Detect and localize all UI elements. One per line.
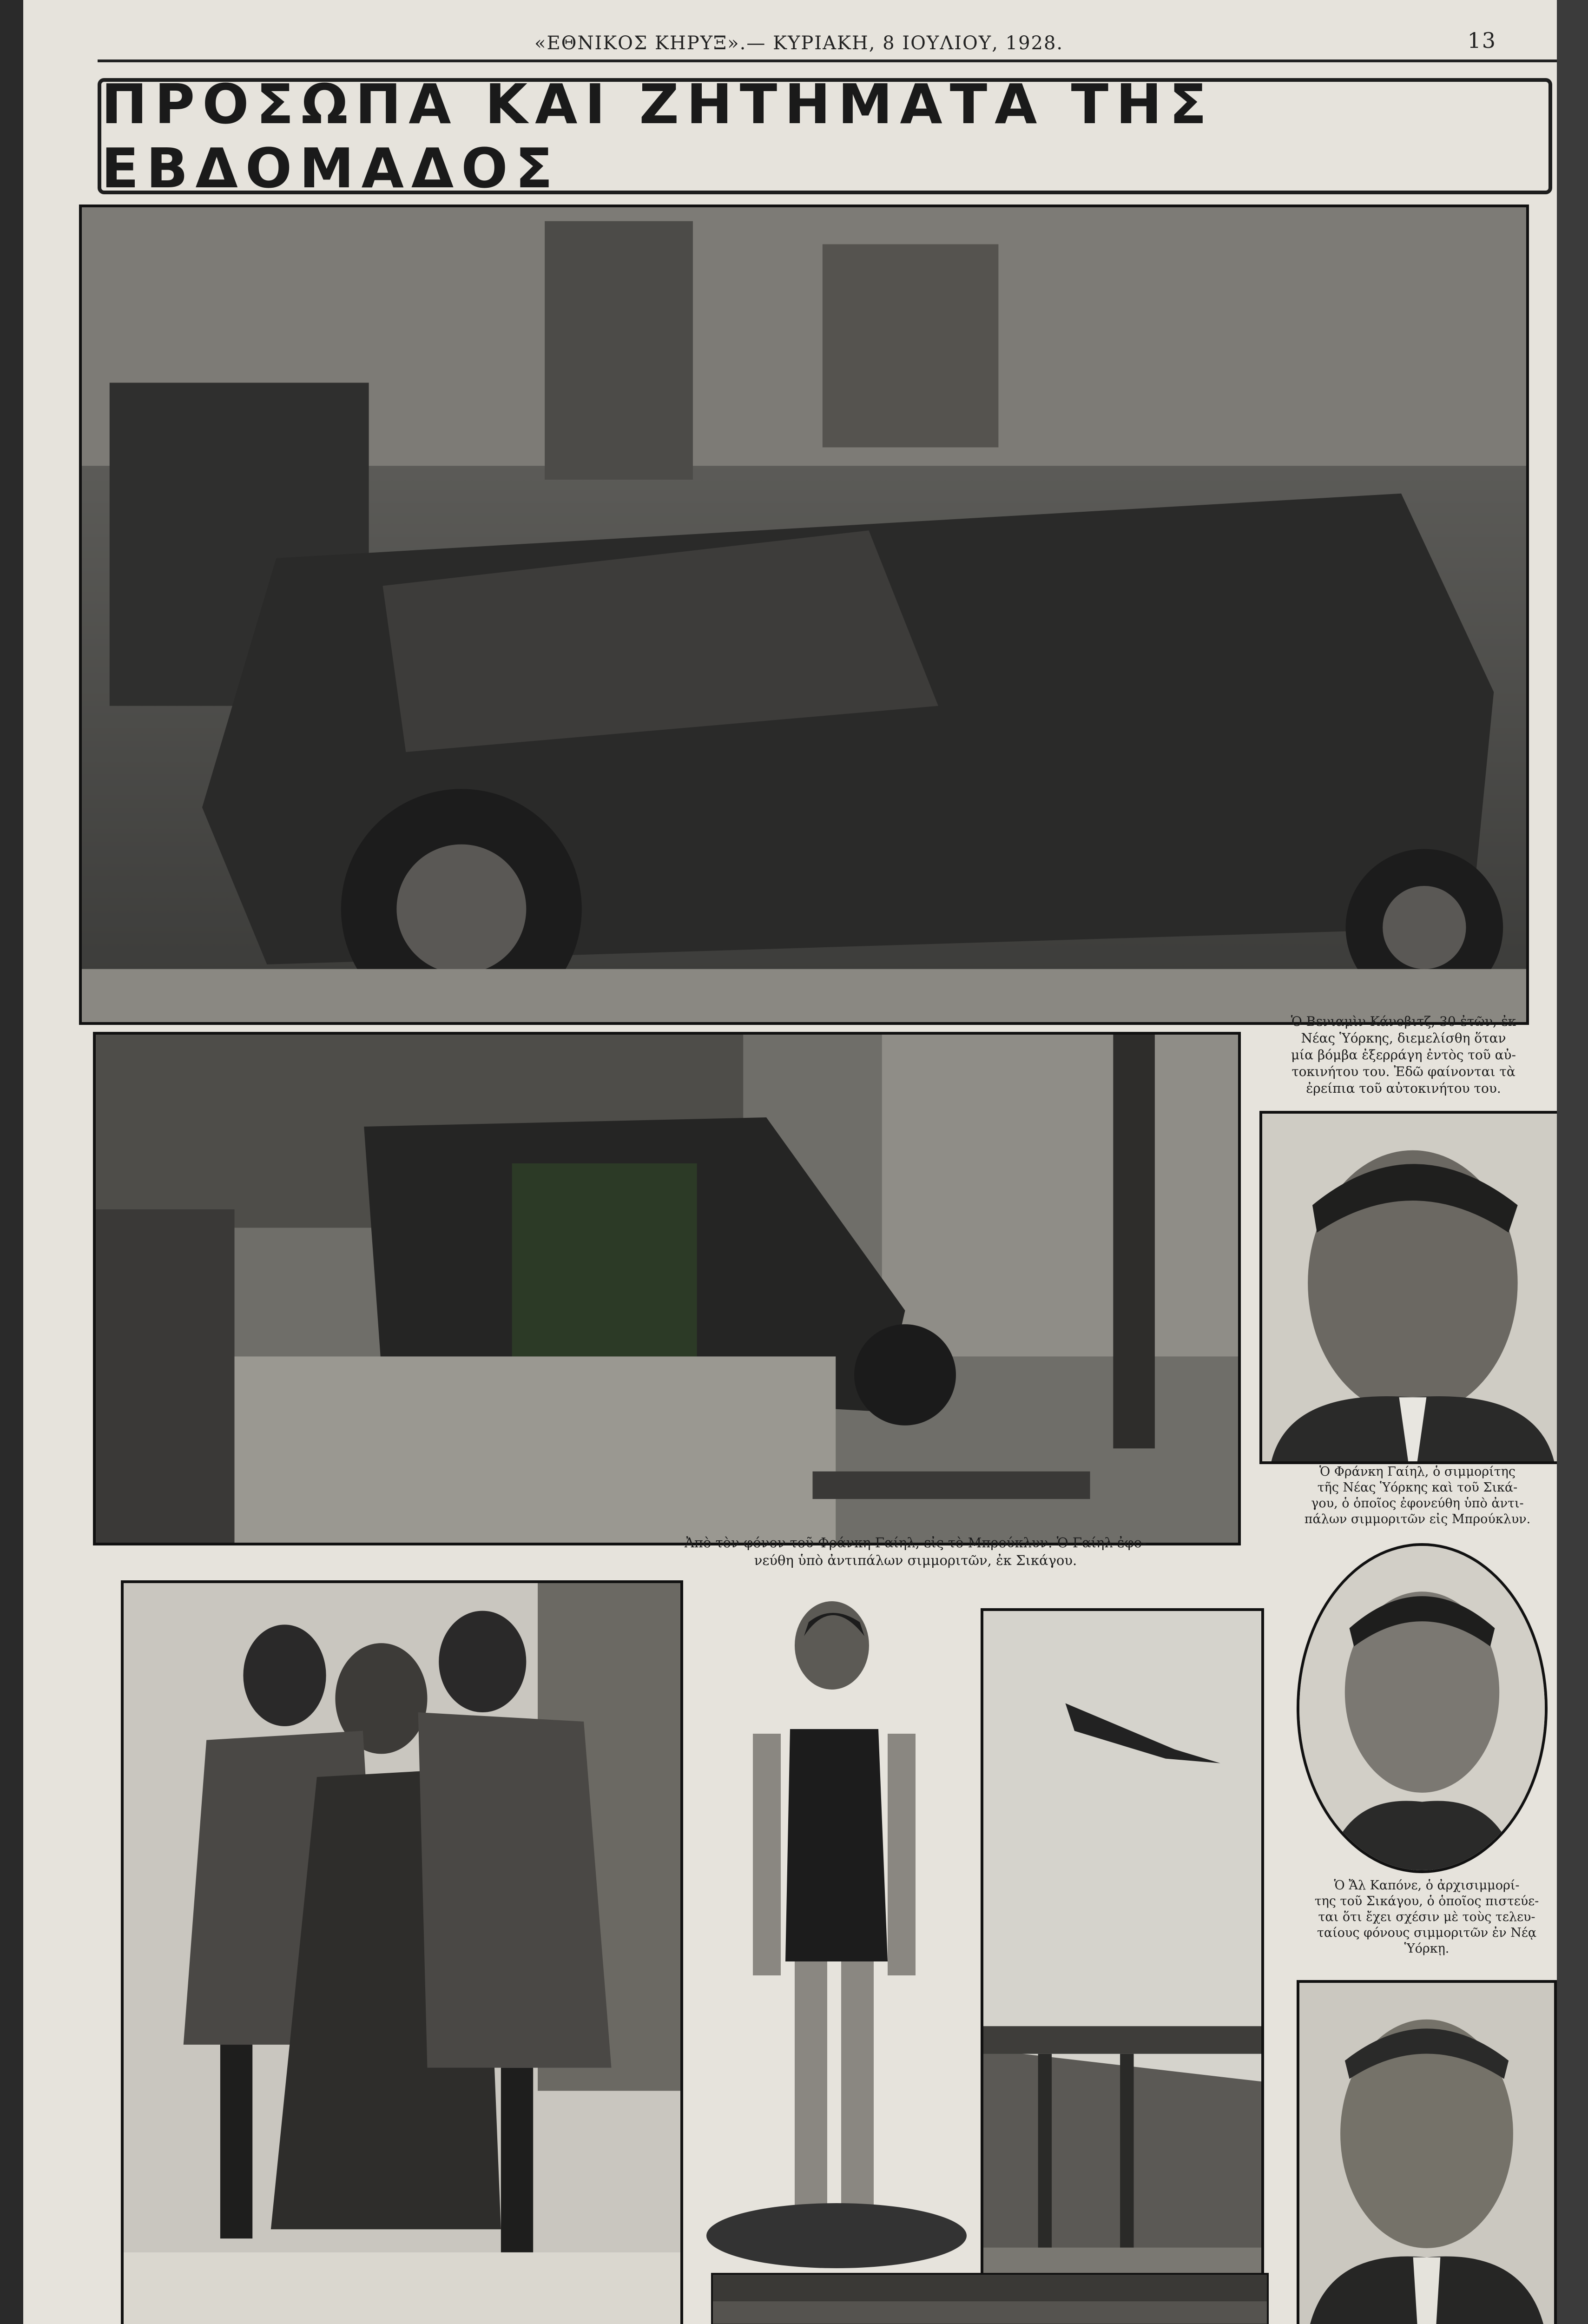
header-rule <box>98 59 1557 62</box>
headline-box <box>98 72 1552 200</box>
page-number: 13 <box>1467 28 1496 53</box>
photo-capone <box>1297 1543 1548 1873</box>
folio-line: «ΕΘΝΙΚΟΣ ΚΗΡΥΞ».— ΚΥΡΙΑΚΗ, 8 ΙΟΥΛΙΟΥ, 1928. <box>534 33 1064 54</box>
caption-car-wreck: Ὁ Βενιαμὶν Κάνοβιτζ, 30 ἐτῶν, ἐκ Νέας Ὑόρκης, διεμελίσθη ὅταν μία βόμβα ἐξερράγη ἐντὸς τοῦ αὐ- τοκινήτου του. Ἐδῶ φαίνονται τὰ ἐρείπια τοῦ αὐτοκινήτου του. <box>1291 1014 1516 1096</box>
photo-car-wreck <box>79 205 1529 1025</box>
page-header <box>116 28 1501 56</box>
page-title: ΠΡΟΣΩΠΑ ΚΑΙ ΖΗΤΗΜΑΤΑ ΤΗΣ ΕΒΔΟΜΑΔΟΣ <box>101 72 1214 200</box>
photo-diver <box>981 1608 1264 2324</box>
photo-frankie-yale <box>1259 1111 1562 1464</box>
photo-pool-strip <box>711 2273 1269 2324</box>
newspaper-page <box>23 0 1557 2324</box>
photo-crash-scene <box>93 1032 1241 1545</box>
photo-widow-daughters <box>121 1580 683 2324</box>
photo-swimmer <box>692 1580 985 2324</box>
caption-capone: Ὁ Ἄλ Καπόνε, ὁ ἀρχισιμμορί- της τοῦ Σικάγου, ὁ ὁποῖος πιστεύε- ται ὅτι ἔχει σχέσιν μὲ τοὺς τελευ- ταίους φόνους σιμμοριτῶν ἐν Νέᾳ Ὑόρκῃ. <box>1314 1878 1539 1956</box>
caption-frankie-yale: Ὁ Φράνκη Γαίηλ, ὁ σιμμορίτης τῆς Νέας Ὑόρκης καὶ τοῦ Σικά- γου, ὁ ὁποῖος ἐφονεύθη ὑπὸ ἀντι- πάλων σιμμοριτῶν εἰς Μπρούκλυν. <box>1304 1465 1531 1526</box>
caption-crash-scene: Ἀπὸ τὸν φόνον τοῦ Φράνκη Γαίηλ, εἰς τὸ Μπρούκλυν. Ὁ Γαίηλ ἐφο- νεύθη ὑπὸ ἀντιπάλων σιμμοριτῶν, ἐκ Σικάγου. <box>684 1535 1147 1568</box>
photo-former-president <box>1297 1980 1557 2324</box>
page-right-edge <box>1557 0 1588 2324</box>
